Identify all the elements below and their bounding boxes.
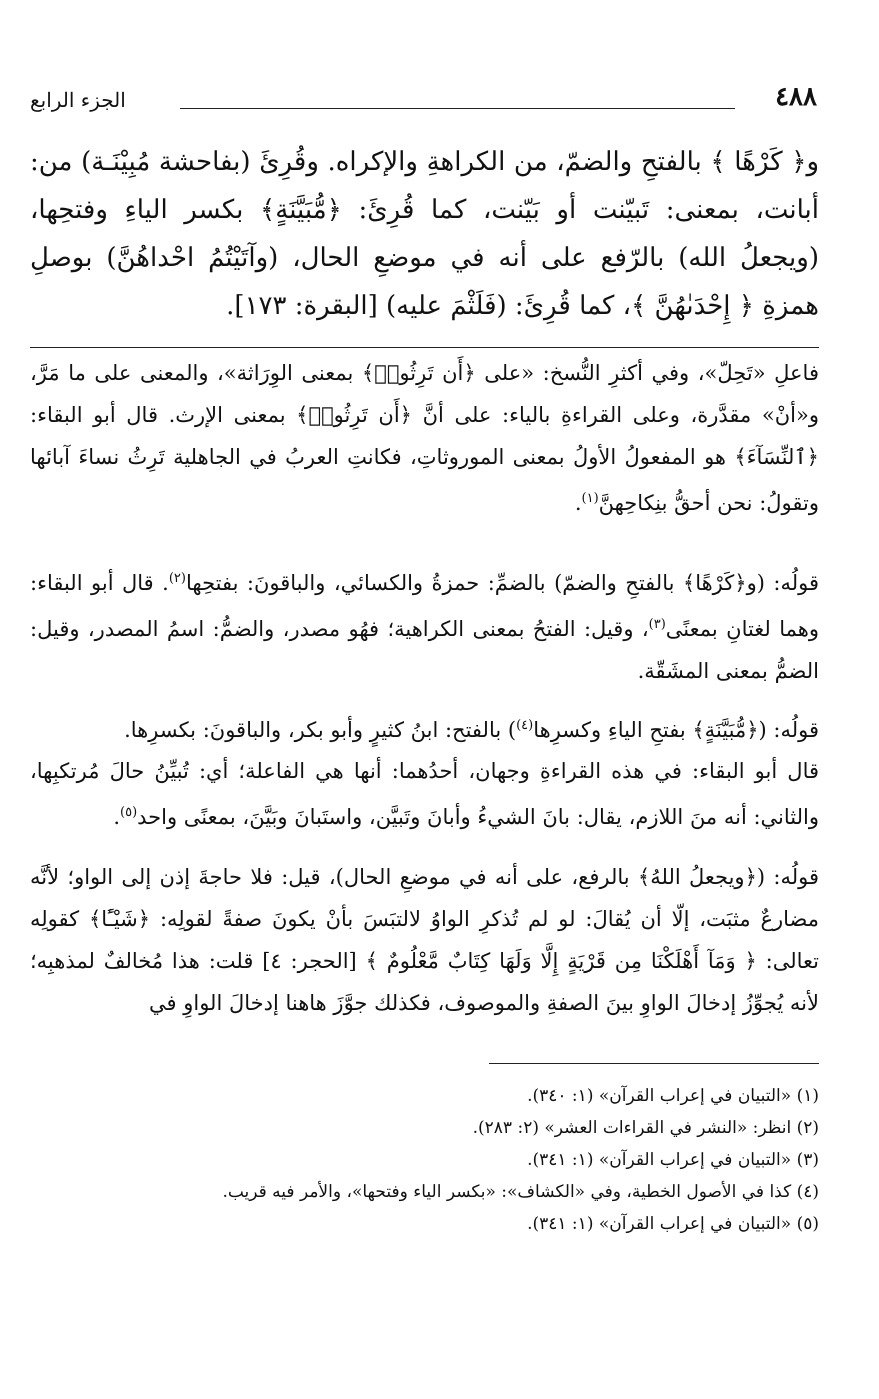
running-title: الجزء الرابع [30, 88, 126, 112]
matn-text: و﴿ كَرْهًا ﴾ بالفتحِ والضمّ، من الكراهةِ والإكراه. وقُرِئَ (بفاحشة مُبِيْنَـة) من: أبانت، بمعنى: تَبيّنت أو بَيّنت، كما قُرِئَ: ﴿مُّبَيَّنَةٍ﴾ بكسر الياءِ وفتحِها، (ويجعلُ الله) بالرّفع على أنه في موضعِ الحال، (وآتَيْتُمُ احْداهُنَّ) بوصلِ همزةِ ﴿ إِحْدَىٰهُنَّ ﴾، كما قُرِئَ: (فَلَثْمَ عليه) [البقرة: ١٧٣]. [30, 147, 819, 321]
footnote-5: (٥) «التبيان في إعراب القرآن» (١: ٣٤١). [527, 1214, 819, 1234]
commentary-text: ، وقيل: الفتحُ بمعنى الكراهية؛ فهُو مصدر، والضمُّ: اسمُ المصدر، وقيل: الضمُّ بمعنى المشَقّة. [30, 617, 819, 683]
footnote-ref[interactable]: (٤) [516, 718, 534, 733]
footnote-2: (٢) انظر: «النشر في القراءات العشر» (٢: ٢٨٣). [472, 1118, 819, 1138]
commentary-text: قولُه: (﴿ويجعلُ اللهُ﴾ بالرفع، على أنه في موضعِ الحال)، قيل: فلا حاجةَ إذن إلى الواو؛ لأنَّه مضارعٌ مثبَت، إلّا أن يُقالَ: لو لم تُذكرِ الواوُ لالتبَسَ بأنْ يكونَ صفةً لقولِه: ﴿شَيْـًٔا﴾ كقولِه تعالى: ﴿ وَمَآ أَهْلَكْنَا مِن قَرْيَةٍ إِلَّا وَلَهَا كِتَابٌ مَّعْلُومٌ ﴾ [الحجر: ٤] قلت: هذا مُخالفٌ لمذهبِه؛ لأنه يُجوِّزُ إدخالَ الواوِ بينَ الصفةِ والموصوف، فكذلك جوَّزَ هاهنا إدخالَ الواوِ في [30, 865, 819, 1015]
footnote-ref[interactable]: (٢) [168, 571, 186, 586]
commentary-text: ) بالفتح: ابنُ كثيرٍ وأبو بكر، والباقونَ: بكسرِها. [124, 718, 517, 742]
matn-separator [30, 347, 819, 348]
commentary-text: قولُه: (و﴿كَرْهًا﴾ بالفتحِ والضمّ) بالضمِّ: حمزةُ والكسائي، والباقونَ: بفتحِها [185, 571, 819, 595]
footnote-1: (١) «التبيان في إعراب القرآن» (١: ٣٤٠). [527, 1086, 819, 1106]
footnote-3: (٣) «التبيان في إعراب القرآن» (١: ٣٤١). [527, 1150, 819, 1170]
commentary-paragraph-5 [30, 856, 819, 1024]
footnotes [30, 1080, 819, 1240]
page-number: ٤٨٨ [775, 82, 817, 112]
footnote-ref[interactable]: (٣) [648, 617, 666, 632]
commentary-text: فاعلِ «تَحِلّ»، وفي أكثرِ النُّسخ: «على ﴿أَن تَرِثُوا۟﴾ بمعنى الوِرَاثة»، والمعنى على ما مَرَّ، و«أنْ» مقدَّرة، وعلى القراءةِ بالياء: على أنَّ ﴿أَن تَرِثُوا۟﴾ بمعنى الإرث. قال أبو البقاء: ﴿ٱلنِّسَآءَ﴾ هو المفعولُ الأولُ بمعنى الموروثاتِ، فكانتِ العربُ في الجاهلية تَرِثُ نساءَ آبائها وتقولُ: نحن أحقُّ بنِكاحِهنَّ [30, 361, 819, 515]
commentary-text: قولُه: (﴿مُّبَيَّنَةٍ﴾ بفتحِ الياءِ وكسرِها [533, 718, 819, 742]
commentary-paragraph-2: قولُه: (و﴿كَرْهًا﴾ بالفتحِ والضمّ) بالضمِّ: حمزةُ والكسائي، والباقونَ: بفتحِها$^{(٢)}$. قال أبو البقاء: وهما لغتانِ بمعنًى$^{(٣)}$، وقيل: الفتحُ بمعنى الكراهية؛ فهُو مصدر، والضمُّ: اسمُ المصدر، وقيل: الضمُّ بمعنى المشَقّة. [30, 571, 819, 683]
footnote-4: (٤) كذا في الأصول الخطية، وفي «الكشاف»: «بكسر الياء وفتحها»، والأمر فيه قريب. [222, 1182, 819, 1202]
commentary-paragraph-4: قال أبو البقاء: في هذه القراءةِ وجهان، أحدُهما: أنها هي الفاعلة؛ أي: تُبيِّنُ حالَ مُرتكبِها، والثاني: أنه منَ اللازم، يقال: بانَ الشيءُ وأبانَ وتَبيَّن، واستَبانَ وبَيَّنَ، بمعنًى واحد$^{(٥)}$. [30, 759, 819, 829]
commentary-paragraph-3 [30, 705, 819, 751]
commentary-paragraph-1: فاعلِ «تَحِلّ»، وفي أكثرِ النُّسخ: «على ﴿أَن تَرِثُوا۟﴾ بمعنى الوِرَاثة»، والمعنى على ما مَرَّ، و«أنْ» مقدَّرة، وعلى القراءةِ بالياء: على أنَّ ﴿أَن تَرِثُوا۟﴾ بمعنى الإرث. قال أبو البقاء: ﴿ٱلنِّسَآءَ﴾ هو المفعولُ الأولُ بمعنى الموروثاتِ، فكانتِ العربُ في الجاهلية تَرِثُ نساءَ آبائها وتقولُ: نحن أحقُّ بنِكاحِهنَّ$^{(١)}$. [30, 361, 819, 515]
commentary-text: قال أبو البقاء: في هذه القراءةِ وجهان، أحدُهما: أنها هي الفاعلة؛ أي: تُبيِّنُ حالَ مُرتكبِها، والثاني: أنه منَ اللازم، يقال: بانَ الشيءُ وأبانَ وتَبيَّن، واستَبانَ وبَيَّنَ، بمعنًى واحد [30, 759, 819, 829]
footnote-ref[interactable]: (٥) [120, 805, 138, 820]
footnote-rule [489, 1063, 819, 1064]
footnote-ref[interactable]: (١) [581, 491, 599, 506]
commentary-text: قال أبو البقاء: وهما لغتانِ بمعنًى [30, 571, 819, 641]
header-rule [180, 108, 735, 109]
page-header [30, 82, 817, 122]
